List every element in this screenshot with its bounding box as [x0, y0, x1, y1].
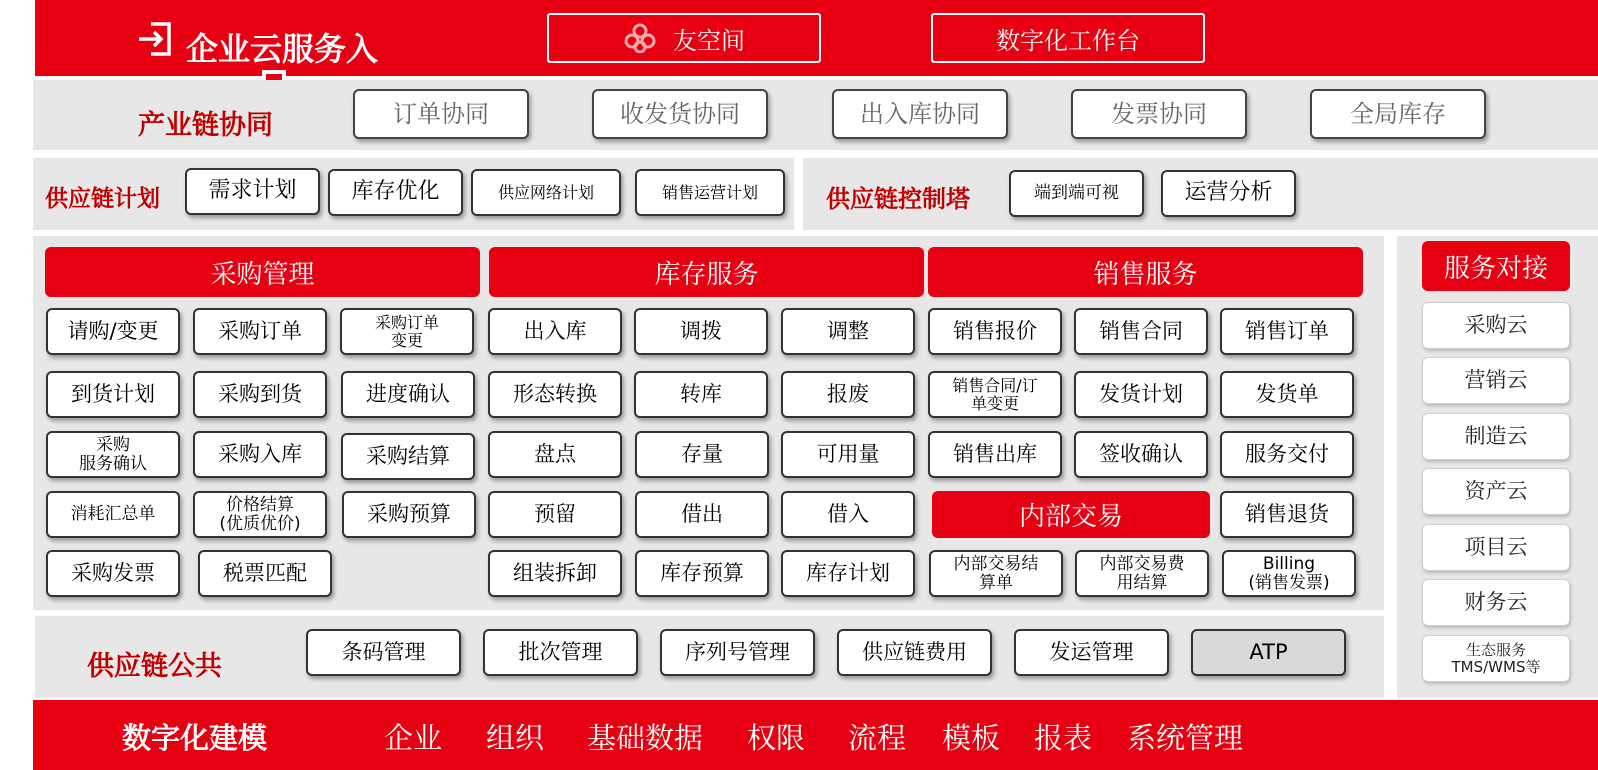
- inventory-item[interactable]: 组装拆卸: [488, 550, 622, 597]
- purchase-item[interactable]: 采购订单: [193, 308, 327, 355]
- inventory-item[interactable]: 调整: [781, 308, 915, 355]
- tower-item[interactable]: 运营分析: [1161, 170, 1296, 217]
- purchase-item[interactable]: 采购入库: [193, 431, 327, 478]
- purchase-item[interactable]: 采购结算: [341, 433, 475, 480]
- purchase-item[interactable]: 请购/变更: [46, 308, 180, 355]
- modeling-item[interactable]: 模板: [942, 721, 1001, 755]
- sales-item[interactable]: 发货单: [1220, 371, 1354, 418]
- modeling-item[interactable]: 流程: [848, 721, 907, 755]
- service-item[interactable]: 采购云: [1422, 302, 1570, 349]
- inventory-item[interactable]: 形态转换: [488, 371, 622, 418]
- sales-item[interactable]: 服务交付: [1220, 431, 1354, 478]
- tower-label: 供应链控制塔: [826, 185, 970, 213]
- service-item[interactable]: 资产云: [1422, 468, 1570, 515]
- purchase-item[interactable]: 消耗汇总单: [46, 491, 180, 538]
- youkongjian-label: 友空间: [673, 26, 745, 55]
- industry-item[interactable]: 出入库协同: [832, 89, 1008, 139]
- inventory-item[interactable]: 库存计划: [781, 550, 915, 597]
- common-item[interactable]: 发运管理: [1014, 629, 1169, 676]
- industry-item[interactable]: 收发货协同: [592, 89, 768, 139]
- sales-header: 销售服务: [928, 247, 1363, 297]
- purchase-item[interactable]: 采购订单 变更: [340, 308, 474, 355]
- purchase-item[interactable]: 到货计划: [46, 371, 180, 418]
- industry-item[interactable]: 发票协同: [1071, 89, 1247, 139]
- service-item[interactable]: 制造云: [1422, 413, 1570, 460]
- industry-label: 产业链协同: [138, 110, 273, 141]
- atp-item[interactable]: ATP: [1191, 629, 1346, 676]
- sales-item[interactable]: 销售合同: [1074, 308, 1208, 355]
- industry-item[interactable]: 订单协同: [353, 89, 529, 139]
- inventory-item[interactable]: 调拨: [634, 308, 768, 355]
- common-item[interactable]: 条码管理: [306, 629, 461, 676]
- service-header: 服务对接: [1422, 241, 1570, 291]
- digital-workbench-button[interactable]: [931, 13, 1205, 63]
- sales-item[interactable]: Billing (销售发票): [1222, 550, 1356, 597]
- inventory-header: 库存服务: [489, 247, 924, 297]
- inventory-item[interactable]: 借入: [781, 491, 915, 538]
- modeling-item[interactable]: 报表: [1034, 721, 1093, 755]
- cloud-logo-icon: [623, 23, 657, 53]
- sales-item[interactable]: 内部交易费 用结算: [1075, 550, 1209, 597]
- modeling-label: 数字化建模: [122, 721, 268, 755]
- sales-item[interactable]: 销售订单: [1220, 308, 1354, 355]
- sales-item[interactable]: 发货计划: [1074, 371, 1208, 418]
- modeling-banner: [33, 700, 1598, 770]
- inventory-item[interactable]: 借出: [635, 491, 769, 538]
- sales-item[interactable]: 销售报价: [928, 308, 1062, 355]
- purchase-item[interactable]: 采购 服务确认: [46, 431, 180, 478]
- page-title: 企业云服务入: [186, 30, 379, 68]
- sales-item[interactable]: 销售出库: [928, 431, 1062, 478]
- modeling-item[interactable]: 权限: [747, 721, 806, 755]
- inventory-item[interactable]: 预留: [488, 491, 622, 538]
- tower-item[interactable]: 端到端可视: [1009, 170, 1144, 217]
- plan-label: 供应链计划: [45, 186, 160, 212]
- purchase-item[interactable]: 采购发票: [46, 550, 180, 597]
- purchase-item[interactable]: 采购到货: [193, 371, 327, 418]
- common-item[interactable]: 供应链费用: [837, 629, 992, 676]
- modeling-item[interactable]: 企业: [384, 721, 443, 755]
- service-item[interactable]: 营销云: [1422, 357, 1570, 404]
- inventory-item[interactable]: 报废: [781, 371, 915, 418]
- inventory-item[interactable]: 出入库: [488, 308, 622, 355]
- plan-item[interactable]: 库存优化: [328, 169, 463, 216]
- purchase-item[interactable]: 价格结算 (优质优价): [193, 491, 327, 538]
- plan-item[interactable]: 销售运营计划: [635, 169, 785, 216]
- common-label: 供应链公共: [87, 651, 222, 682]
- purchase-item[interactable]: 税票匹配: [198, 550, 332, 597]
- youkongjian-button[interactable]: [547, 13, 821, 63]
- purchase-item[interactable]: 采购预算: [342, 491, 476, 538]
- internal-trade-header: 内部交易: [932, 491, 1210, 538]
- sales-item[interactable]: 内部交易结 算单: [929, 550, 1063, 597]
- service-item[interactable]: 生态服务 TMS/WMS等: [1422, 635, 1570, 682]
- digital-workbench-label: 数字化工作台: [996, 26, 1140, 55]
- modeling-item[interactable]: 基础数据: [587, 721, 704, 755]
- purchase-item[interactable]: 进度确认: [341, 371, 475, 418]
- modeling-item[interactable]: 系统管理: [1127, 721, 1244, 755]
- plan-item[interactable]: 供应网络计划: [471, 169, 621, 216]
- industry-item[interactable]: 全局库存: [1310, 89, 1486, 139]
- common-item[interactable]: 序列号管理: [660, 629, 815, 676]
- service-item[interactable]: 财务云: [1422, 579, 1570, 626]
- inventory-item[interactable]: 存量: [635, 431, 769, 478]
- common-item[interactable]: 批次管理: [483, 629, 638, 676]
- inventory-item[interactable]: 转库: [634, 371, 768, 418]
- sales-item[interactable]: 签收确认: [1074, 431, 1208, 478]
- login-icon[interactable]: [137, 20, 175, 58]
- service-item[interactable]: 项目云: [1422, 524, 1570, 571]
- sales-item[interactable]: 销售合同/订 单变更: [928, 371, 1062, 418]
- inventory-item[interactable]: 盘点: [488, 431, 622, 478]
- sales-item[interactable]: 销售退货: [1220, 491, 1354, 538]
- inventory-item[interactable]: 可用量: [781, 431, 915, 478]
- purchase-header: 采购管理: [45, 247, 480, 297]
- inventory-item[interactable]: 库存预算: [635, 550, 769, 597]
- modeling-item[interactable]: 组织: [486, 721, 545, 755]
- plan-item[interactable]: 需求计划: [185, 168, 320, 215]
